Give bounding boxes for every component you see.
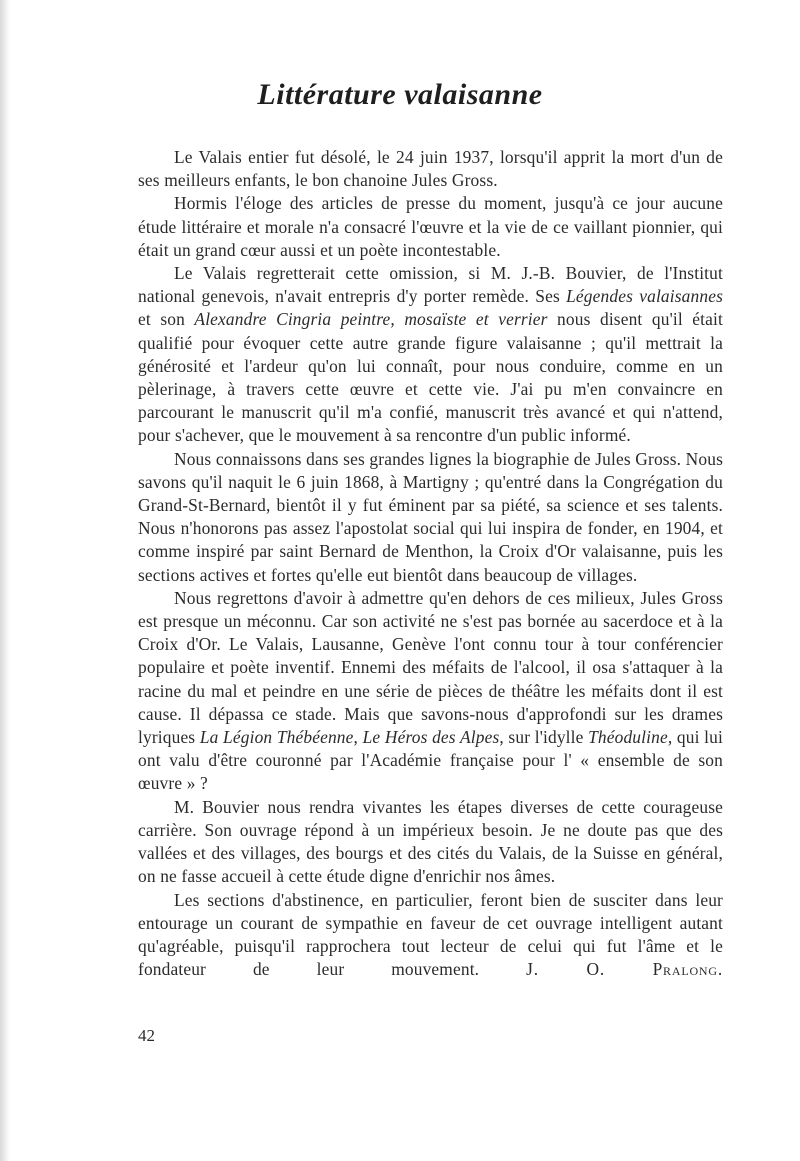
work-title-legion: La Légion Thébéenne: [199, 727, 354, 748]
paragraph-5-text: , sur l'idylle: [499, 727, 589, 748]
paragraph-5-text: , qui lui ont valu d'être couronné par l'Académie française pour l' « ensemble de son œuvre » ?: [138, 727, 723, 794]
paragraph-5-text: Nous regrettons d'avoir à admettre qu'en dehors de ces milieux, Jules Gross est presque un méconnu. Car son activité ne s'est pas bornée au sacerdoce et à la Croix d'Or. Le Valais, Lausanne, Genève l'ont connu tour à tour conférencier populaire et poète inventif. Ennemi des méfaits de l'alcool, il osa s'attaquer à la racine du mal et peindre en une série de pièces de théâtre les méfaits dont il est cause. Il dépassa ce stade. Mais que savons-nous d'approfondi sur les drames lyriques: [138, 587, 723, 748]
book-title-legendes: Légendes valaisannes: [566, 286, 723, 307]
paragraph-3-text: nous disent qu'il était qualifié pour évoquer cette autre grande figure valaisanne ; qu'il mettrait la générosité et l'ardeur qu'on lui connaît, pour nous conduire, comme en un pèlerinage, à travers cette œuvre et cette vie. J'ai pu m'en convaincre en parcourant le manuscrit qu'il m'a confié, manuscrit très avancé et qui n'attend, pour s'achever, que le mouvement à sa rencontre d'un public informé.: [138, 309, 723, 446]
paragraph-3: [138, 262, 723, 448]
work-title-theoduline: Théoduline: [588, 727, 668, 748]
page-number: 42: [138, 1026, 155, 1045]
paragraph-7-text: Les sections d'abstinence, en particulier, feront bien de susciter dans leur entourage un courant de sympathie en faveur de cet ouvrage intelligent autant qu'agréable, puisqu'il rapprochera tout lecteur de celui qui fut l'âme et le fondateur de leur mouvement.: [138, 889, 723, 980]
paragraph-3-text: Le Valais regretterait cette omission, si M. J.-B. Bouvier, de l'Institut national genevois, n'avait entrepris d'y porter remède. Ses: [138, 263, 723, 307]
paragraph-4: Nous connaissons dans ses grandes lignes la biographie de Jules Gross. Nous savons qu'il naquit le 6 juin 1868, à Martigny ; qu'entré dans la Congrégation du Grand-St-Bernard, bientôt il y fut éminent par sa piété, sa science et ses talents. Nous n'honorons pas assez l'apostolat social qui lui inspira de fonder, en 1904, et comme inspiré par saint Bernard de Menthon, la Croix d'Or valaisanne, puis les sections actives et fortes qu'elle eut bientôt dans beaucoup de villages.: [138, 448, 723, 585]
paragraph-3-text: et son: [138, 309, 195, 330]
paragraph-5-text: ,: [353, 727, 363, 748]
paragraph-2: Hormis l'éloge des articles de presse du moment, jusqu'à ce jour aucune étude littéraire et morale n'a consacré l'œuvre et la vie de ce vaillant pionnier, qui était un grand cœur aussi et un poète incontestable.: [138, 193, 723, 260]
work-title-heros: Le Héros des Alpes: [362, 727, 500, 748]
book-title-cingria: Alexandre Cingria peintre, mosaïste et verrier: [194, 309, 548, 330]
paragraph-6: M. Bouvier nous rendra vivantes les étapes diverses de cette courageuse carrière. Son ouvrage répond à un impérieux besoin. Je ne doute pas que des vallées et des villages, des bourgs et des cités du Valais, de la Suisse en général, on ne fasse accueil à cette étude digne d'enrichir nos âmes.: [138, 796, 723, 887]
article-body: [138, 146, 723, 981]
author-signature: J. O. Pralong.: [526, 959, 724, 980]
article-title: Littérature valaisanne: [257, 78, 543, 111]
page-edge-shadow: [0, 0, 10, 1161]
paragraph-1: Le Valais entier fut désolé, le 24 juin 1937, lorsqu'il apprit la mort d'un de ses meilleurs enfants, le bon chanoine Jules Gross.: [138, 147, 723, 191]
paragraph-5: [138, 587, 723, 796]
paragraph-7: [138, 889, 723, 982]
